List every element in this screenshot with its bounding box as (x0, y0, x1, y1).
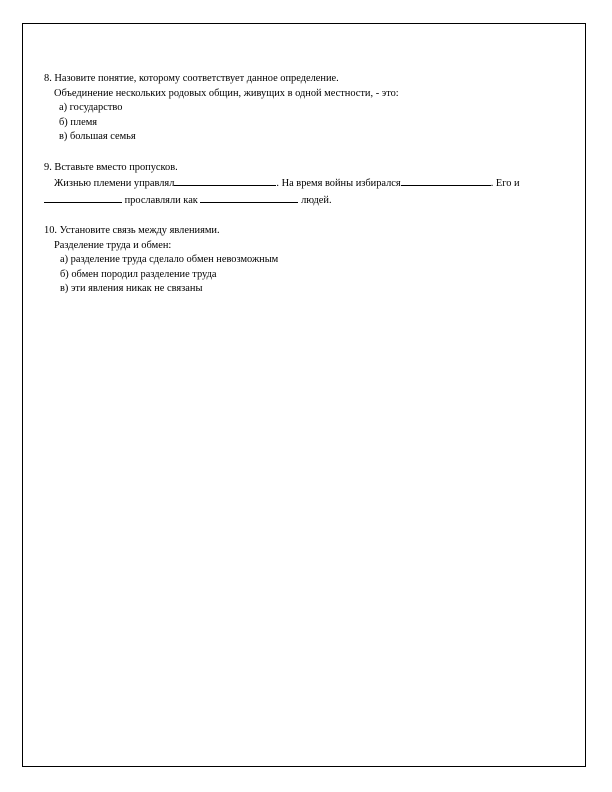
question-10 (44, 224, 564, 297)
answer-blank-3[interactable] (44, 192, 122, 203)
question-9-fill-line-1 (44, 175, 564, 192)
question-8-option-c: в) большая семья (59, 131, 136, 142)
question-8-title: 8. Назовите понятие, которому соответствует данное определение. (44, 73, 339, 84)
question-9-text-2: . На время войны избирался (276, 178, 401, 189)
question-10-title: 10. Установите связь между явлениями. (44, 225, 220, 236)
question-8-definition: Объединение нескольких родовых общин, живущих в одной местности, - это: (54, 87, 399, 99)
question-9-title: 9. Вставьте вместо пропусков. (44, 161, 178, 173)
question-9-text-3: . Его и (490, 178, 520, 189)
question-9-fill-line-2 (44, 192, 564, 209)
answer-blank-2[interactable] (401, 175, 491, 186)
question-10-option-b: б) обмен породил разделение труда (60, 268, 217, 280)
question-9-text-5: людей. (301, 194, 332, 206)
question-9-text-4: прославляли как (124, 194, 198, 206)
worksheet-content (44, 72, 564, 313)
question-10-option-c: в) эти явления никак не связаны (60, 283, 203, 294)
answer-blank-4[interactable] (200, 192, 298, 203)
question-9-text-1: Жизнью племени управлял (54, 178, 175, 189)
question-10-option-a: а) разделение труда сделало обмен невозможным (60, 254, 279, 265)
question-8-option-a: а) государство (59, 102, 123, 113)
question-8-option-b: б) племя (59, 116, 98, 128)
question-10-subject: Разделение труда и обмен: (54, 239, 172, 251)
question-9 (44, 161, 564, 209)
answer-blank-1[interactable] (174, 175, 276, 186)
question-8 (44, 72, 564, 145)
